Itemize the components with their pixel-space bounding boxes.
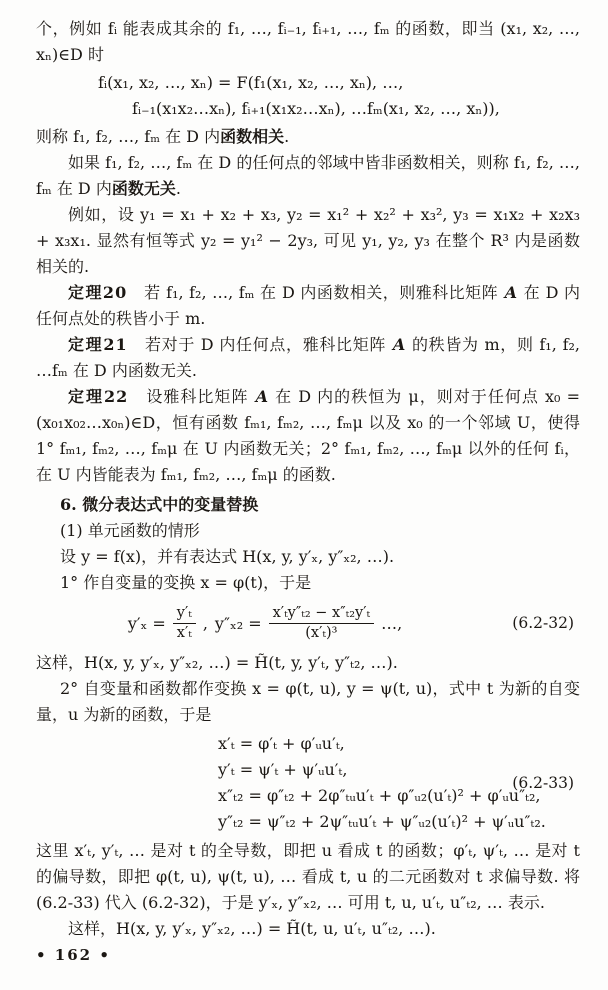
theorem-22 xyxy=(36,384,580,488)
theorem-22-heading: 定理22 xyxy=(68,387,129,406)
theorem-20-text: 在 D 内任何点处的秩皆小于 m. xyxy=(36,283,580,328)
equation-lhs: y′ₓ = xyxy=(127,613,166,633)
theorem-22-text: 在 D 内的秩恒为 μ，则对于任何点 x₀ = (x₀₁x₀₂…x₀ₙ)∈D，恒有函数 fₘ₁, fₘ₂, …, fₘμ 以及 x₀ 的一个邻域 U，使得1° fₘ₁, fₘ₂, …, fₘμ 在 U 内函数无关；2° fₘ₁, fₘ₂, …, fₘμ 以外的任何 fᵢ，在 U 内皆能表为 fₘ₁, fₘ₂, …, fₘμ 的函数. xyxy=(36,387,580,484)
equation-label-6-2-32: (6.2-32) xyxy=(512,614,574,632)
equation-separator: , xyxy=(202,613,208,633)
jacobian-matrix-symbol: A xyxy=(255,387,268,406)
theorem-20 xyxy=(36,280,580,332)
page-number: • 162 • xyxy=(36,946,111,964)
paragraph-dependence-definition xyxy=(36,124,580,150)
equation-6-2-33 xyxy=(218,731,580,835)
fraction-numerator: y′ₜ xyxy=(176,605,192,622)
equation-line: y″ₜ₂ = ψ″ₜ₂ + 2ψ″ₜᵤu′ₜ + ψ″ᵤ₂(u′ₜ)² + ψ′ᵤu″ₜ₂. xyxy=(218,812,546,831)
paragraph-continued: 个，例如 fᵢ 能表成其余的 f₁, …, fᵢ₋₁, fᵢ₊₁, …, fₘ 的函数，即当 (x₁, x₂, …, xₙ)∈D 时 xyxy=(36,19,580,64)
theorem-20-heading: 定理20 xyxy=(68,283,128,302)
theorem-22-text: 设雅科比矩阵 xyxy=(128,387,255,406)
paragraph-text: . xyxy=(175,179,181,198)
paragraph-text: 如果 f₁, f₂, …, fₘ 在 D 的任何点的邻域中皆非函数相关，则称 f₁, f₂, …, fₘ 在 D 内 xyxy=(36,153,580,198)
equation-lhs: y″ₓ₂ = xyxy=(214,613,262,633)
theorem-21-text: 若对于 D 内任何点，雅科比矩阵 xyxy=(127,335,392,354)
equation-tail: …, xyxy=(381,613,403,633)
equation-line: x″ₜ₂ = φ″ₜ₂ + 2φ″ₜᵤu′ₜ + φ″ᵤ₂(u′ₜ)² + φ′ᵤu″ₜ₂, xyxy=(218,786,541,805)
theorem-21-heading: 定理21 xyxy=(68,335,128,354)
paragraph-example: 例如，设 y₁ = x₁ + x₂ + x₃, y₂ = x₁² + x₂² + x₃², y₃ = x₁x₂ + x₂x₃ + x₃x₁. 显然有恒等式 y₂ = y₁² − 2y₃, 可见 y₁, y₂, y₃ 在整个 R³ 内是函数相关的. xyxy=(36,205,580,276)
fraction-numerator: x′ₜy″ₜ₂ − x″ₜ₂y′ₜ xyxy=(272,605,371,622)
paragraph-derivative-explanation: 这里 x′ₜ, y′ₜ, … 是对 t 的全导数，即把 u 看成 t 的函数；φ′ₜ, ψ′ₜ, … 是对 t 的偏导数，即把 φ(t, u), ψ(t, u), … 看成 t, u 的二元函数对 t 求偏导数. 将 (6.2-33) 代入 (6.2-32)，于是 y′ₓ, y″ₓ₂, … 可用 t, u, u′ₜ, u″ₜ₂, … 表示. xyxy=(36,841,580,912)
paragraph-case-2: 2° 自变量和函数都作变换 x = φ(t, u), y = ψ(t, u)，式中 t 为新的自变量，u 为新的函数，于是 xyxy=(36,679,580,724)
paragraph-case-1: 1° 作自变量的变换 x = φ(t)，于是 xyxy=(60,573,312,592)
equation-function-dependence xyxy=(36,70,580,122)
equation-line: fᵢ(x₁, x₂, …, xₙ) = F(f₁(x₁, x₂, …, xₙ), …, xyxy=(98,73,404,92)
paragraph-text: . xyxy=(284,127,290,146)
theorem-20-text: 若 f₁, f₂, …, fₘ 在 D 内函数相关，则雅科比矩阵 xyxy=(127,283,504,302)
fraction xyxy=(173,604,196,641)
term-function-independent: 函数无关 xyxy=(111,179,176,198)
section-6-heading: 6. 微分表达式中的变量替换 xyxy=(60,495,259,514)
fraction-denominator: x′ₜ xyxy=(173,623,196,642)
term-function-dependent: 函数相关 xyxy=(220,127,285,146)
fraction-denominator: (x′ₜ)³ xyxy=(269,623,374,642)
subsection-1-heading: (1) 单元函数的情形 xyxy=(60,521,200,540)
equation-label-6-2-33: (6.2-33) xyxy=(512,774,574,792)
jacobian-matrix-symbol: A xyxy=(392,335,406,354)
paragraph-text: 则称 f₁, f₂, …, fₘ 在 D 内 xyxy=(36,127,221,146)
paragraph-result-2: 这样，H(x, y, y′ₓ, y″ₓ₂, …) = H̃(t, u, u′ₜ, u″ₜ₂, …). xyxy=(68,919,436,938)
paragraph-independence-definition xyxy=(36,150,580,202)
theorem-21-text: 的秩皆为 m，则 f₁, f₂, …fₘ 在 D 内函数无关. xyxy=(36,335,580,380)
paragraph-setup: 设 y = f(x)，并有表达式 H(x, y, y′ₓ, y″ₓ₂, …). xyxy=(60,547,395,566)
paragraph-result-1: 这样，H(x, y, y′ₓ, y″ₓ₂, …) = H̃(t, y, y′ₜ, y″ₜ₂, …). xyxy=(36,653,398,672)
jacobian-matrix-symbol: A xyxy=(504,283,518,302)
equation-6-2-32 xyxy=(36,596,580,650)
fraction xyxy=(269,604,374,641)
equation-line: x′ₜ = φ′ₜ + φ′ᵤu′ₜ, xyxy=(218,734,345,753)
equation-line: fᵢ₋₁(x₁x₂…xₙ), fᵢ₊₁(x₁x₂…xₙ), …fₘ(x₁, x₂, …, xₙ)), xyxy=(132,99,500,118)
theorem-21 xyxy=(36,332,580,384)
equation-line: y′ₜ = ψ′ₜ + ψ′ᵤu′ₜ, xyxy=(218,760,348,779)
